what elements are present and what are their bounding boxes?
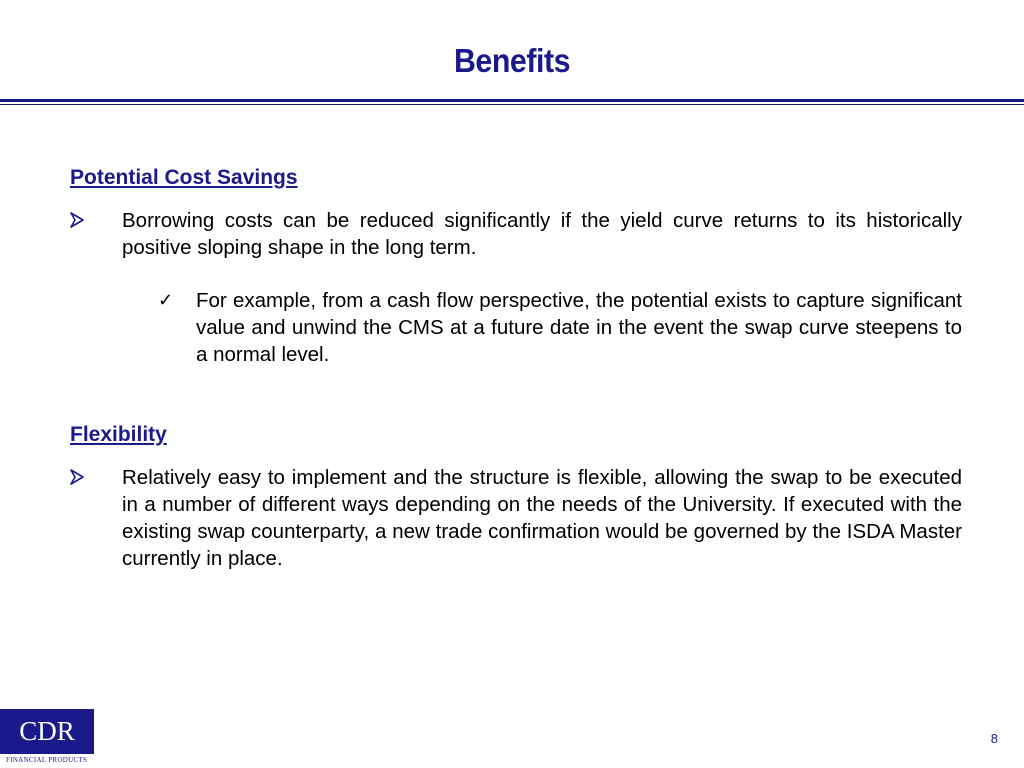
arrow-bullet-icon (70, 464, 122, 572)
arrow-bullet-icon (70, 207, 122, 261)
checkmark-icon: ✓ (158, 290, 174, 310)
sub-bullet-cash-flow (158, 287, 962, 368)
sub-bullet-text: For example, from a cash flow perspective, the potential exists to capture significant value and unwind the CMS at a future date in the event the swap curve steepens to a normal level. (196, 289, 962, 366)
section-heading-flexibility: Flexibility (70, 423, 167, 446)
title-divider-thick (0, 99, 1024, 102)
logo-subtitle: FINANCIAL PRODUCTS (6, 756, 88, 764)
bullet-cost-savings (70, 207, 962, 261)
page-number: 8 (990, 731, 998, 746)
slide-title: Benefits (453, 42, 571, 79)
bullet-text: Relatively easy to implement and the structure is flexible, allowing the swap to be executed in a number of different ways depending on the needs of the University. If executed with the existing swap counterparty, a new trade confirmation would be governed by the ISDA Master currently in place. (122, 466, 962, 570)
bullet-flexibility (70, 464, 962, 572)
cdr-logo: CDR (0, 709, 94, 754)
bullet-text: Borrowing costs can be reduced significantly if the yield curve returns to its historically positive sloping shape in the long term. (122, 209, 962, 259)
title-divider-thin (0, 104, 1024, 105)
section-heading-cost-savings: Potential Cost Savings (70, 166, 298, 189)
